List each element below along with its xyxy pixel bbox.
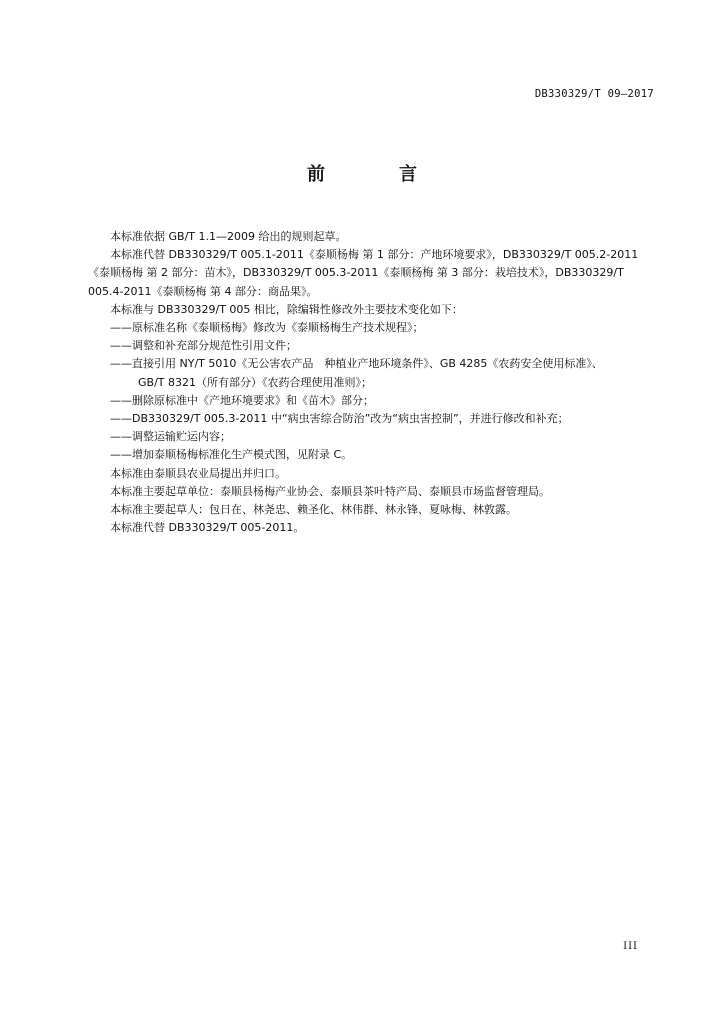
change-item: ——删除原标准中《产地环境要求》和《苗木》部分； bbox=[110, 393, 374, 407]
change-item: ——DB330329/T 005.3-2011 中“病虫害综合防治”改为“病虫害控制”，并进行修改和补充； bbox=[110, 412, 569, 426]
paragraph: 本标准代替 DB330329/T 005.1-2011《泰顺杨梅 第 1 部分：产地环境要求》，DB330329/T 005.2-2011 bbox=[110, 248, 639, 262]
paragraph: 本标准代替 DB330329/T 005-2011。 bbox=[110, 521, 305, 535]
change-item: ——调整和补充部分规范性引用文件； bbox=[110, 339, 297, 353]
paragraph-continuation: 《泰顺杨梅 第 2 部分：苗木》，DB330329/T 005.3-2011《泰顺杨梅 第 3 部分：栽培技术》，DB330329/T bbox=[88, 266, 624, 280]
page-title: 前 言 bbox=[307, 164, 445, 185]
paragraph: 本标准依据 GB/T 1.1—2009 给出的规则起草。 bbox=[110, 230, 347, 243]
change-item: ——原标准名称《泰顺杨梅》修改为《泰顺杨梅生产技术规程》； bbox=[110, 321, 424, 335]
paragraph: 本标准主要起草单位：泰顺县杨梅产业协会、泰顺县茶叶特产局、泰顺县市场监督管理局。 bbox=[110, 484, 550, 498]
page-number: III bbox=[623, 941, 638, 952]
foreword-body bbox=[88, 228, 658, 537]
paragraph: 本标准由泰顺县农业局提出并归口。 bbox=[110, 466, 286, 480]
change-item: ——增加泰顺杨梅标准化生产模式图，见附录 C。 bbox=[110, 448, 353, 462]
change-item: ——调整运输贮运内容； bbox=[110, 430, 231, 444]
change-item-continuation: GB/T 8321（所有部分）《农药合理使用准则》； bbox=[138, 375, 372, 389]
paragraph: 本标准主要起草人：包日在、林尧忠、赖圣化、林伟群、林永锋、夏咏梅、林敦露。 bbox=[110, 503, 517, 517]
document-code: DB330329/T 09—2017 bbox=[534, 88, 654, 100]
change-item: ——直接引用 NY/T 5010《无公害农产品 种植业产地环境条件》、GB 4285《农药安全使用标准》、 bbox=[110, 357, 603, 371]
paragraph: 本标准与 DB330329/T 005 相比，除编辑性修改外主要技术变化如下： bbox=[110, 302, 463, 316]
paragraph-continuation: 005.4-2011《泰顺杨梅 第 4 部分：商品果》。 bbox=[88, 284, 318, 298]
